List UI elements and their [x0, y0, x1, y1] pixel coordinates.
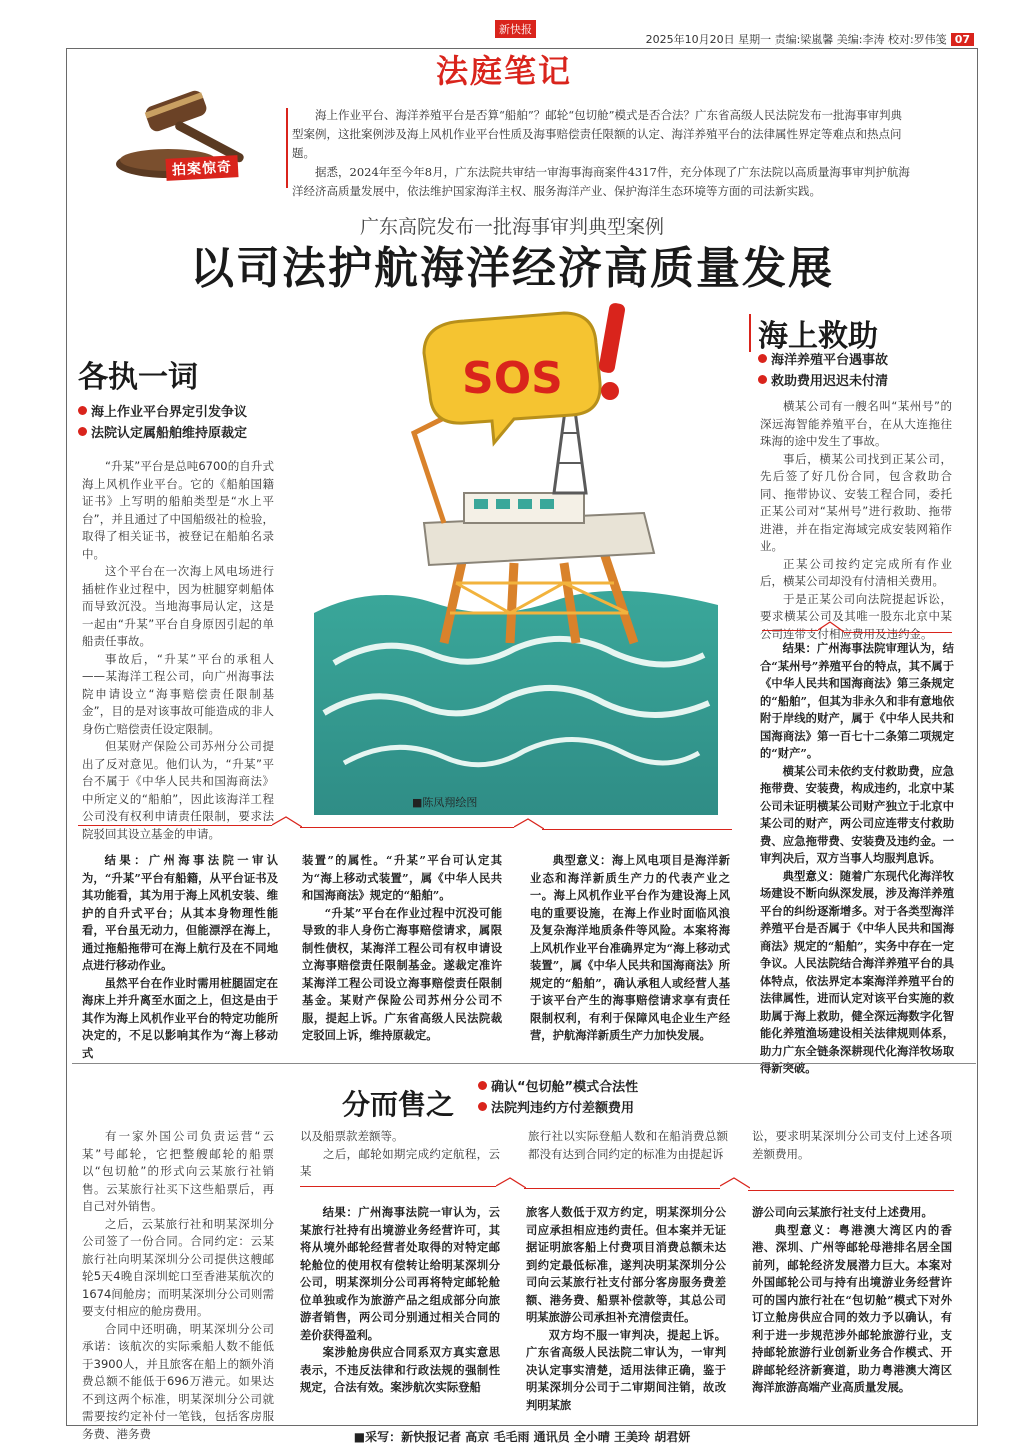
case1-result-col1: 结果：广州海事法院一审认为，“升某”平台有船籍，从平台证书及其功能看，其为用于海上风机安装、维护的自升式平台；从其本身物理性能看，平台虽无动力，但能漂浮在海上，通过拖船拖带可在海上航行及在不同地点进行移动作业。 虽然平台在作业时需用桩腿固定在海床上并升离至水面之上，但这是由于其作为海上风机作业平台的特定功能所决定的，不足以影响其作为“海上移动式: [82, 853, 278, 1060]
divider: [78, 825, 272, 826]
column-label: 拍案惊奇: [165, 155, 238, 181]
divider: [748, 1190, 954, 1191]
case3-result-a: 结果：广州海事法院一审认为，云某旅行社持有出境游业务经营许可，其将从境外邮轮经营者处取得的对特定邮轮舱位的使用权有偿转让给明某深圳分公司，明某深圳分公司再将特定邮轮舱位单独或作为旅游产品之组成部分向旅游者销售，两公司分别通过相关合同的差价获得盈利。 案涉舱房供应合同系双方真实意思表示，不违反法律和行政法规的强制性规定，合法有效。案涉航次实际登船: [300, 1205, 500, 1394]
illustration-credit: ■陈凤翔绘图: [412, 796, 478, 809]
case2-bullet: 救助费用迟迟未付清: [758, 371, 888, 392]
case1-significance: 典型意义：海上风电项目是海洋新业态和海洋新质生产力的代表产业之一。海上风机作业平台作为建设海上风电的重要设施，在海上作业时面临风浪及复杂海洋地质条件等风险。本案将海上风机作业平台准确界定为“海上移动式装置”，属《中华人民共和国海商法》所规定的“船舶”，确认承租人或经营人基于该平台产生的海事赔偿请求享有责任限制权利，有利于保障风电企业生产经营，护航海洋新质生产力加快发展。: [530, 853, 730, 1042]
case3-col1: 有一家外国公司负责运营“云某”号邮轮，它把整艘邮轮的船票以“包切舱”的形式向云某旅行社销售。云某旅行社买下这些船票后，再自己对外销售。 之后，云某旅行社和明某深圳分公司签了一份合同。合同约定：云某旅行社向明某深圳分公司提供这艘邮轮5天4晚自深圳蛇口至香港某航次的1674间舱房；而明某深圳分公司则需要支付相应的舱房费用。 合同中还明确，明某深圳分公司承诺：该航次的实际乘船人数不能低于3900人，并且旅客在船上的额外消费总额不能低于696万港元。如果达不到这两个标准，明某深圳分公司就需要按约定补付一笔钱，包括客房服务费、港务费: [82, 1129, 274, 1441]
intro-accent-bar: [286, 108, 288, 188]
divider: [762, 630, 818, 631]
case1-bullet: 法院认定属船舶维持原裁定: [78, 423, 247, 444]
divider: [300, 827, 514, 828]
case2-bullets: [758, 350, 888, 392]
section-rule: [72, 1063, 976, 1064]
newspaper-tag: 新快报: [495, 20, 536, 38]
divider-notch: [496, 1176, 526, 1190]
case1-title: 各执一词: [78, 360, 198, 395]
divider-notch: [514, 817, 544, 831]
case3-bullets: [478, 1077, 638, 1119]
case2-result: 结果：广州海事法院审理认为，结合“某州号”养殖平台的特点，其不属于《中华人民共和国海商法》第三条规定的“船舶”，但其为非永久和非有意地依附于岸线的财产，属于《中华人民共和国海商法》第一百七十二条第二项规定的“财产”。 横某公司未依约支付救助费，应急拖带费、安装费，构成违约，北京中某公司未证明横某公司财产独立于北京中某公司的财产，两公司应连带支付救助费、应急拖带费、安装费及违约金。一审判决后，双方当事人均服判息诉。 典型意义：随着广东现代化海洋牧场建设不断向纵深发展，涉及海洋养殖平台的纠纷逐渐增多。对于各类型海洋养殖平台是否属于《中华人民共和国海商法》规定的“船舶”，实务中存在一定争议。人民法院结合海洋养殖平台的具体特点，依法界定本案海洋养殖平台的法律属性，进而认定对该平台实施的救助属于海上救助，健全深远海数字化智能化养殖渔场建设相关法律规则体系，助力广东全链条深耕现代化海洋牧场取得新突破。: [760, 641, 954, 1075]
byline: ■采写：新快报记者 高京 毛毛雨 通讯员 全小晴 王美玲 胡君妍: [353, 1430, 691, 1444]
intro-text: 海上作业平台、海洋养殖平台是否算“船舶”？邮轮“包切舱”模式是否合法？广东省高级人民法院发布一批海事审判典型案例，这批案例涉及海上风机作业平台性质及海事赔偿责任限额的认定、海洋养殖平台的法律属性界定等难点和热点问题。 据悉，2024年至今年8月，广东法院共审结一审海事海商案件4317件，充分体现了广东法院以高质量海事审判护航海洋经济高质量发展中，依法维护国家海洋主权、服务海洋产业、保护海洋生态环境等方面的司法新实践。: [292, 108, 910, 198]
case3-result-c: 游公司向云某旅行社支付上述费用。 典型意义：粤港澳大湾区内的香港、深圳、广州等邮轮母港排名居全国前列，邮轮经济发展潜力巨大。本案对外国邮轮公司与持有出境游业务经营许可的国内旅行社在“包切舱”模式下对外订立舱房供应合同的效力予以确认，有利于进一步规范涉外邮轮旅游行业，支持邮轮旅游行业创新业务合作模式、开辟邮轮经济新赛道，助力粤港澳大湾区海洋旅游高端产业高质量发展。: [752, 1205, 952, 1394]
divider-notch: [818, 620, 844, 634]
case2-bullet: 海洋养殖平台遇事故: [758, 350, 888, 371]
case1-bullet: 海上作业平台界定引发争议: [78, 402, 247, 423]
divider: [844, 632, 952, 633]
case2-body: 横某公司有一艘名叫“某州号”的深远海智能养殖平台，在从大连拖往珠海的途中发生了事故。 事后，横某公司找到正某公司，先后签了好几份合同，包含救助合同、拖带协议、安装工程合同，委托正某公司对“某州号”进行救助、拖带进港，并在指定海域完成安装网箱作业。 正某公司按约定完成所有作业后，横某公司却没有付清相关费用。 于是正某公司向法院提起诉讼，要求横某公司及其唯一股东北京中某公司连带支付相应费用及违约金。: [760, 399, 952, 641]
case1-result-col2: 装置”的属性。“升某”平台可认定其为“海上移动式装置”，属《中华人民共和国海商法》规定的“船舶”。 “升某”平台在作业过程中沉没可能导致的非人身伤亡海事赔偿请求，属限制性债权，某海洋工程公司有权申请设立海事赔偿责任限制基金。遂裁定准许某海洋工程公司设立海事赔偿责任限制基金。某财产保险公司苏州分公司不服，提起上诉。广东省高级人民法院裁定驳回上诉，维持原裁定。: [302, 853, 502, 1042]
case3-col4: 讼，要求明某深圳分公司支付上述各项差额费用。: [752, 1129, 952, 1161]
case3-title: 分而售之: [342, 1088, 455, 1121]
case3-col3: 旅行社以实际登船人数和在船消费总额都没有达到合同约定的标准为由提起诉: [528, 1129, 728, 1161]
case3-bullet: 确认“包切舱”模式合法性: [478, 1077, 638, 1098]
case1-body: “升某”平台是总吨6700的自升式海上风机作业平台。它的《船舶国籍证书》上写明的船舶类型是“水上平台”，并且通过了中国船级社的检验，取得了相关证书，被登记在船舶名录中。 这个平台在一次海上风电场进行插桩作业过程中，因为桩腿穿刺船体而导致沉没。当地海事局认定，这是一起由“升某”平台自身原因引起的单船责任事故。 事故后，“升某”平台的承租人——某海洋工程公司，向广州海事法院申请设立“海事赔偿责任限制基金”，目的是对该事故可能造成的非人身伤亡赔偿责任设定限制。 但某财产保险公司苏州分公司提出了反对意见。他们认为，“升某”平台不属于《中华人民共和国海商法》中所定义的“船舶”，因此该海洋工程公司没有权利申请责任限制，要求法院驳回其设立基金的申请。: [82, 459, 274, 841]
case2-accent-bar: [749, 314, 751, 352]
case1-bullets: [78, 402, 247, 444]
divider-notch: [272, 815, 302, 829]
case3-col2: 以及船票款差额等。 之后，邮轮如期完成约定航程，云某: [300, 1129, 500, 1178]
divider-notch: [720, 1176, 750, 1190]
case3-result-b: 旅客人数低于双方约定，明某深圳分公司应承担相应违约责任。但本案并无证据证明旅客船上付费项目消费总额未达到约定最低标准，遂判决明某深圳分公司向云某旅行社支付部分客房服务费差额、港务费、船票补偿款等，其总公司明某旅游公司承担补充清偿责任。 双方均不服一审判决，提起上诉。广东省高级人民法院二审认为，一审判决认定事实清楚，适用法律正确，鉴于明某深圳分公司于二审期间注销，故改判明某旅: [526, 1205, 726, 1412]
divider: [300, 1186, 496, 1187]
illustration: [314, 283, 718, 815]
divider: [524, 1188, 720, 1189]
page-meta: 2025年10月20日 星期一 责编:梁嵐馨 美编:李涛 校对:罗伟笺 07: [646, 31, 974, 47]
page-number: 07: [951, 33, 974, 46]
case3-bullet: 法院判违约方付差额费用: [478, 1098, 638, 1119]
section-title: 法庭笔记: [436, 52, 573, 90]
case2-title: 海上救助: [758, 319, 878, 354]
subheadline: 广东高院发布一批海事审判典型案例: [359, 216, 664, 238]
divider: [542, 829, 732, 830]
sos-text: SOS: [462, 353, 563, 404]
headline: 以司法护航海洋经济高质量发展: [190, 243, 834, 294]
